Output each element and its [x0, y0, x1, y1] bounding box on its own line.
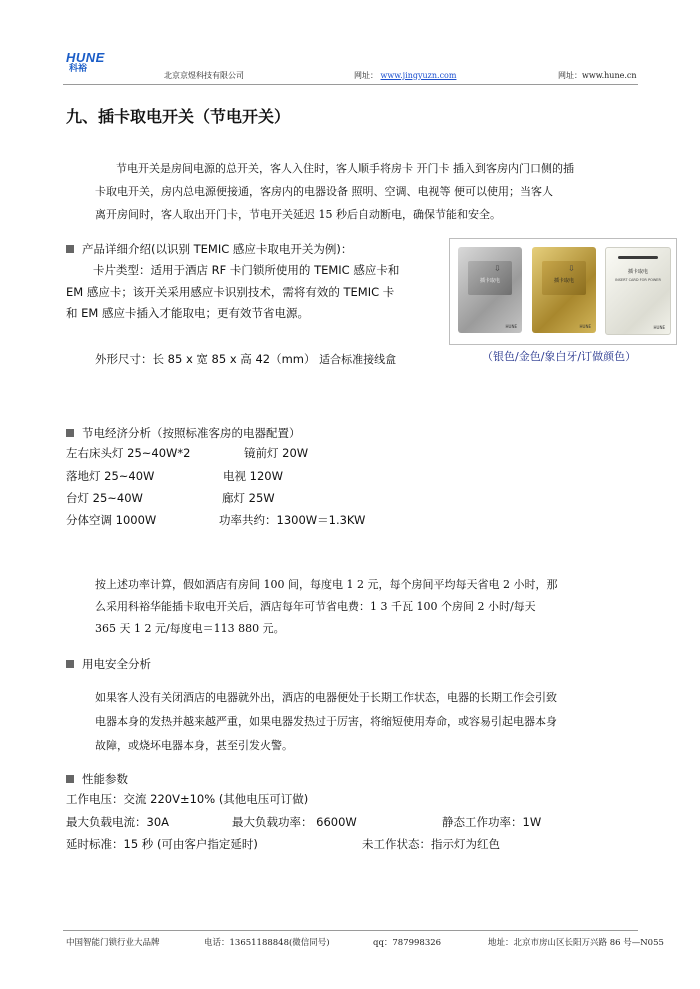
switch-card-slot [542, 261, 586, 295]
bullet-square-icon [66, 245, 74, 253]
switch-plate-ivory [605, 247, 671, 335]
plate-brand: HUNE [579, 324, 591, 329]
product-line-2: EM 感应卡；该开关采用感应卡识别技术，需将有效的 TEMIC 卡 [66, 285, 395, 299]
switch-plate-gold [532, 247, 596, 333]
header-site2: 网址：www.hune.cn [558, 71, 637, 80]
plate-brand: HUNE [505, 324, 517, 329]
header-divider [63, 84, 638, 85]
photo-caption: （银色/金色/象白牙/订做颜色） [482, 350, 637, 363]
calc-line-3: 365 天 1 2 元/每度电＝113 880 元。 [95, 622, 285, 635]
logo-wordmark: HUNE [66, 50, 105, 65]
product-size [95, 347, 396, 372]
economy-row-4-left: 分体空调 1000W [66, 513, 157, 527]
economy-row-2-left: 落地灯 25~40W [66, 469, 155, 483]
switch-plate-silver [458, 247, 522, 333]
params-heading-text: 性能参数 [82, 772, 128, 786]
param-max-power: 最大负载功率： 6600W [232, 815, 357, 829]
plate-label: 插卡取电 [479, 278, 500, 284]
header-company: 北京京煜科技有限公司 [164, 71, 244, 80]
product-size-text: 外形尺寸：长 85 x 宽 85 x 高 42（mm） [95, 352, 316, 366]
page-title: 九、插卡取电开关（节电开关） [66, 107, 291, 126]
product-heading [66, 241, 352, 257]
card-slot [618, 256, 658, 259]
economy-row-4-right: 功率共约：1300W＝1.3KW [219, 513, 366, 527]
arrow-down-icon: ⇩ [568, 264, 575, 273]
footer-brand: 中国智能门锁行业大品牌 [66, 938, 160, 948]
safety-line-3: 故障，或烧坏电器本身，甚至引发火警。 [95, 739, 293, 752]
bullet-square-icon [66, 429, 74, 437]
plate-brand: HUNE [653, 325, 665, 330]
param-max-current: 最大负载电流：30A [66, 815, 169, 829]
intro-line-3: 离开房间时，客人取出开门卡，节电开关延迟 15 秒后自动断电，确保节能和安全。 [95, 208, 501, 221]
footer-qq: qq：787998326 [373, 938, 442, 948]
plate-label: 插卡取电 [553, 278, 574, 284]
param-voltage: 工作电压：交流 220V±10% (其他电压可订做) [66, 792, 309, 806]
economy-row-3-left: 台灯 25~40W [66, 491, 143, 505]
logo-chinese: 科裕 [69, 64, 88, 74]
param-idle-state: 未工作状态：指示灯为红色 [362, 837, 500, 851]
header-site1-label: 网址： [354, 71, 378, 80]
company-logo [66, 50, 105, 76]
economy-heading [66, 425, 301, 441]
intro-line-1: 节电开关是房间电源的总开关，客人入住时，客人顺手将房卡 开门卡 插入到客房内门口侧的插 [116, 162, 574, 175]
product-photo [449, 238, 677, 345]
product-heading-text: 产品详细介绍(以识别 TEMIC 感应卡取电开关为例)： [82, 242, 353, 256]
economy-row-1-right: 镜前灯 20W [244, 446, 309, 460]
param-static-power: 静态工作功率：1W [442, 815, 542, 829]
header-site1-link[interactable]: www.jingyuzn.com [380, 71, 457, 80]
intro-line-2: 卡取电开关，房内总电源便接通，客房内的电器设备 照明、空调、电视等 便可以使用；当客人 [95, 185, 553, 198]
economy-row-3-right: 廊灯 25W [222, 491, 275, 505]
safety-line-1: 如果客人没有关闭酒店的电器就外出，酒店的电器便处于长期工作状态，电器的长期工作会引致 [95, 691, 557, 704]
economy-heading-text: 节电经济分析（按照标准客房的电器配置） [82, 426, 301, 440]
economy-row-2-right: 电视 120W [223, 469, 283, 483]
product-line-3: 和 EM 感应卡插入才能取电；更有效节省电源。 [66, 306, 309, 320]
bullet-square-icon [66, 660, 74, 668]
plate-sublabel: INSERT CARD FOR POWER [615, 278, 661, 282]
economy-row-1-left: 左右床头灯 25~40W*2 [66, 446, 191, 460]
safety-heading [66, 656, 151, 672]
product-line-1: 卡片类型：适用于酒店 RF 卡门锁所使用的 TEMIC 感应卡和 [93, 263, 400, 277]
footer-address: 地址：北京市房山区长阳万兴路 86 号—N055 [488, 938, 664, 948]
bullet-square-icon [66, 775, 74, 783]
footer-divider [63, 930, 638, 931]
calc-line-1: 按上述功率计算，假如酒店有房间 100 间，每度电 1 2 元，每个房间平均每天省电 2 小时，那 [95, 578, 558, 591]
param-delay: 延时标准：15 秒 (可由客户指定延时) [66, 837, 258, 851]
calc-line-2: 么采用科裕华能插卡取电开关后，酒店每年可节省电费：1 3 千瓦 100 个房间 2 小时/每天 [95, 600, 536, 613]
safety-heading-text: 用电安全分析 [82, 657, 151, 671]
params-heading [66, 771, 128, 787]
switch-card-slot [468, 261, 512, 295]
footer-phone: 电话：13651188848(微信同号) [204, 938, 330, 948]
arrow-down-icon: ⇩ [494, 264, 501, 273]
product-size-note: 适合标准接线盒 [319, 353, 397, 366]
plate-label: 插卡取电 [627, 269, 648, 275]
safety-line-2: 电器本身的发热并越来越严重，如果电器发热过于厉害，将缩短使用寿命，或容易引起电器本身 [95, 715, 557, 728]
header-site1 [354, 70, 456, 81]
